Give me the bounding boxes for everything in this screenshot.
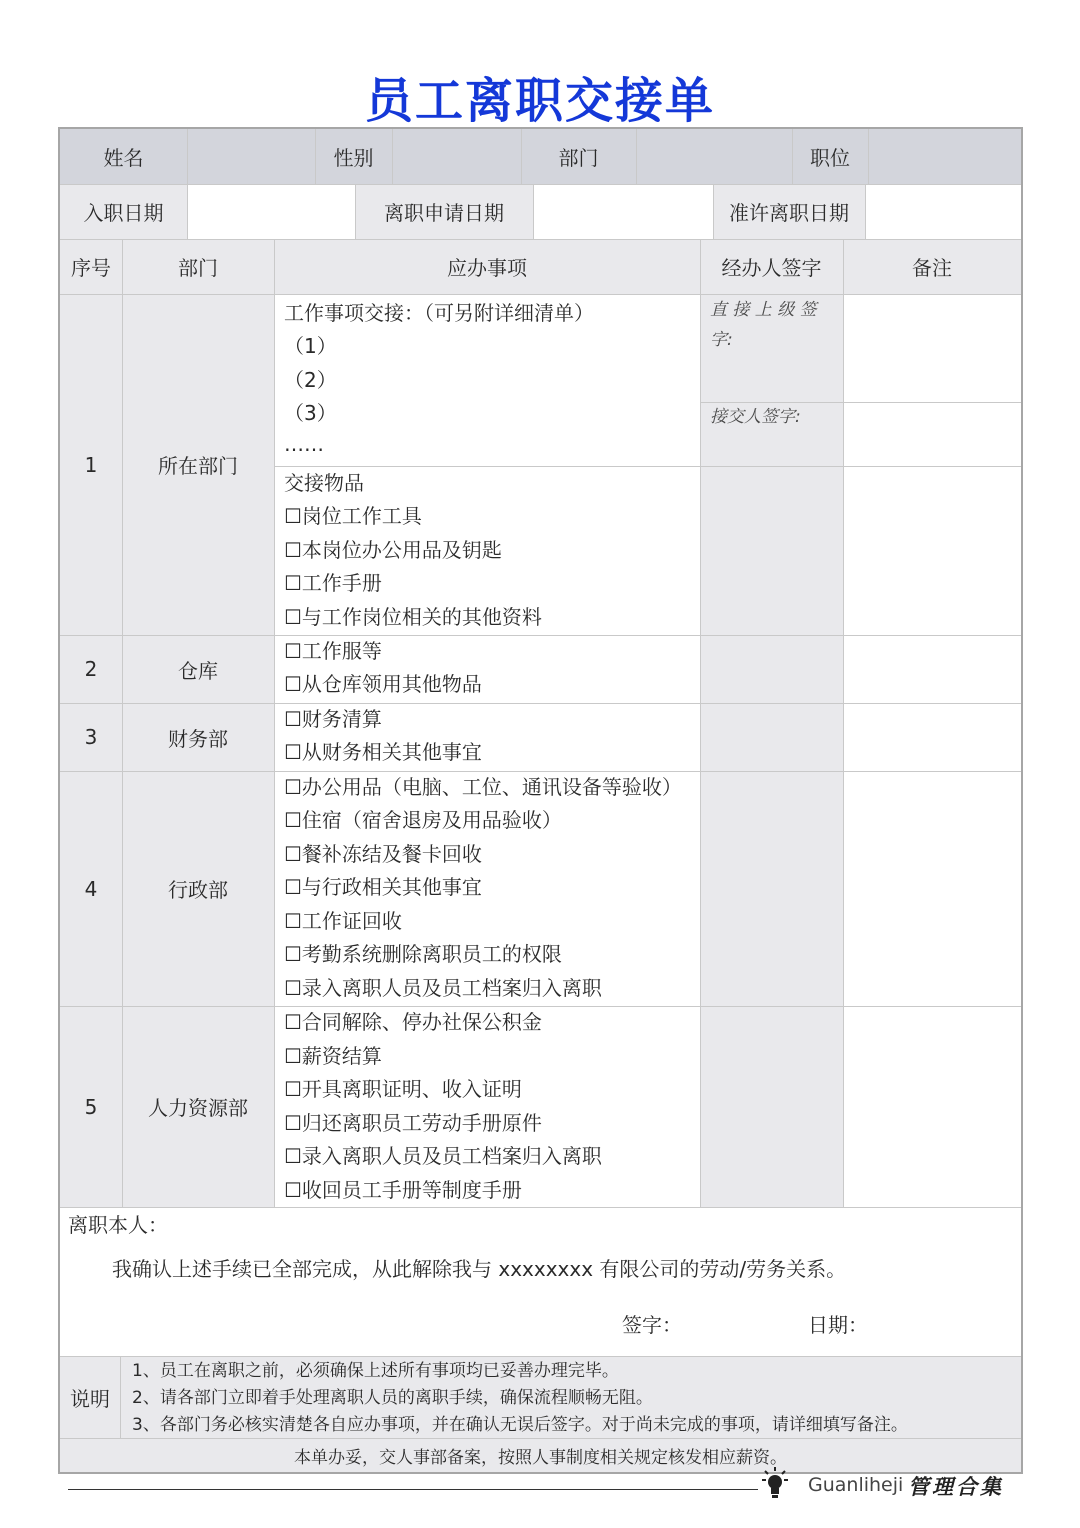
date-label: 日期：: [808, 1313, 868, 1337]
footer-instruction: 本单办妥，交人事部备案，按照人事制度相关规定核发相应薪资。: [294, 1447, 787, 1468]
gender-field[interactable]: [393, 129, 521, 184]
checklist-item[interactable]: ☐录入离职人员及员工档案归入离职: [284, 1144, 602, 1168]
checklist-item[interactable]: ☐本岗位办公用品及钥匙: [284, 538, 502, 562]
signature-label: 签字：: [622, 1313, 682, 1337]
gender-label: 性别: [333, 146, 374, 170]
checklist-item[interactable]: ☐工作手册: [284, 571, 382, 595]
section-5-dept: 人力资源部: [148, 1096, 248, 1120]
checklist-item[interactable]: ☐录入离职人员及员工档案归入离职: [284, 976, 602, 1000]
hire-date-field[interactable]: [188, 184, 355, 239]
col-header-dept: 部门: [178, 256, 218, 280]
row-divider: [60, 1207, 1021, 1208]
section-1-articles-heading: 交接物品: [284, 471, 364, 495]
section-1-dept: 所在部门: [158, 454, 238, 478]
col-header-items: 应办事项: [447, 256, 527, 280]
section-4-dept: 行政部: [168, 878, 228, 902]
col-divider: [700, 239, 701, 1207]
checklist-item[interactable]: ☐工作服等: [284, 639, 382, 663]
checklist-item[interactable]: ☐从财务相关其他事宜: [284, 740, 482, 764]
checklist-item[interactable]: ☐从仓库领用其他物品: [284, 672, 482, 696]
checklist-item[interactable]: ☐考勤系统删除离职员工的权限: [284, 942, 562, 966]
checklist-item[interactable]: ☐餐补冻结及餐卡回收: [284, 842, 482, 866]
section-1-work-item: （1）: [284, 334, 337, 358]
checklist-item[interactable]: ☐合同解除、停办社保公积金: [284, 1010, 542, 1034]
brand-latin: Guanliheji: [808, 1474, 904, 1496]
checklist-item[interactable]: ☐与工作岗位相关的其他资料: [284, 605, 542, 629]
checklist-item[interactable]: ☐收回员工手册等制度手册: [284, 1178, 522, 1202]
col-divider: [274, 239, 275, 1207]
approved-leave-date-field[interactable]: [866, 184, 1021, 239]
section-2-dept: 仓库: [178, 658, 218, 683]
checklist-item[interactable]: ☐归还离职员工劳动手册原件: [284, 1111, 542, 1135]
resign-apply-date-label: 离职申请日期: [384, 201, 504, 225]
name-field[interactable]: [188, 129, 315, 184]
col-divider: [843, 239, 844, 1207]
hire-date-label: 入职日期: [83, 201, 164, 225]
section-1-work-ellipsis: ……: [284, 432, 324, 456]
checklist-item[interactable]: ☐工作证回收: [284, 909, 402, 933]
approved-leave-date-label: 准许离职日期: [729, 201, 849, 225]
col-header-no: 序号: [71, 256, 111, 280]
department-label: 部门: [558, 146, 599, 170]
col-header-remarks: 备注: [912, 256, 952, 280]
note-line: 1、员工在离职之前，必须确保上述所有事项均已妥善办理完毕。: [132, 1361, 619, 1381]
col-header-handler-sign: 经办人签字: [721, 256, 822, 280]
section-4-no: 4: [84, 876, 98, 901]
checklist-item[interactable]: ☐岗位工作工具: [284, 504, 422, 528]
direct-supervisor-sign-label: 直 接 上 级 签 字:: [710, 300, 817, 350]
checklist-item[interactable]: ☐办公用品（电脑、工位、通讯设备等验收）: [284, 775, 682, 799]
note-line: 2、请各部门立即着手处理离职人员的离职手续，确保流程顺畅无阻。: [132, 1388, 653, 1408]
notes-label: 说明: [70, 1386, 110, 1411]
page-title: 员工离职交接单: [364, 73, 715, 129]
footer-rule: [68, 1489, 758, 1490]
section-1-work-heading: 工作事项交接：（可另附详细清单）: [284, 301, 594, 325]
position-field[interactable]: [869, 129, 1021, 184]
checklist-item[interactable]: ☐薪资结算: [284, 1044, 382, 1068]
checklist-item[interactable]: ☐财务清算: [284, 707, 382, 731]
col-divider: [120, 1356, 121, 1438]
resign-apply-date-field[interactable]: [534, 184, 713, 239]
resignee-label: 离职本人：: [68, 1213, 168, 1237]
section-1-no: 1: [84, 452, 98, 477]
checklist-item[interactable]: ☐住宿（宿舍退房及用品验收）: [284, 808, 562, 832]
section-1-work-item: （2）: [284, 368, 337, 392]
checklist-item[interactable]: ☐与行政相关其他事宜: [284, 875, 482, 899]
section-3-no: 3: [84, 725, 98, 749]
handover-recipient-sign-label: 接交人签字:: [710, 407, 801, 427]
name-label: 姓名: [103, 146, 144, 170]
section-1-work-item: （3）: [284, 401, 337, 425]
section-5-no: 5: [84, 1094, 98, 1119]
lightbulb-icon: [762, 1466, 788, 1502]
note-line: 3、各部门务必核实清楚各自应办事项，并在确认无误后签字。对于尚未完成的事项，请详细填写备注。: [132, 1415, 908, 1435]
checklist-item[interactable]: ☐开具离职证明、收入证明: [284, 1077, 522, 1101]
confirmation-statement: 我确认上述手续已全部完成，从此解除我与 xxxxxxxx 有限公司的劳动/劳务关系。: [112, 1257, 847, 1281]
brand-chinese: 管理合集: [908, 1475, 1004, 1499]
position-label: 职位: [810, 146, 850, 170]
department-field[interactable]: [637, 129, 792, 184]
section-2-no: 2: [84, 657, 98, 681]
section-3-dept: 财务部: [168, 726, 228, 751]
row-divider: [700, 466, 1021, 467]
row-divider: [60, 1356, 1021, 1357]
